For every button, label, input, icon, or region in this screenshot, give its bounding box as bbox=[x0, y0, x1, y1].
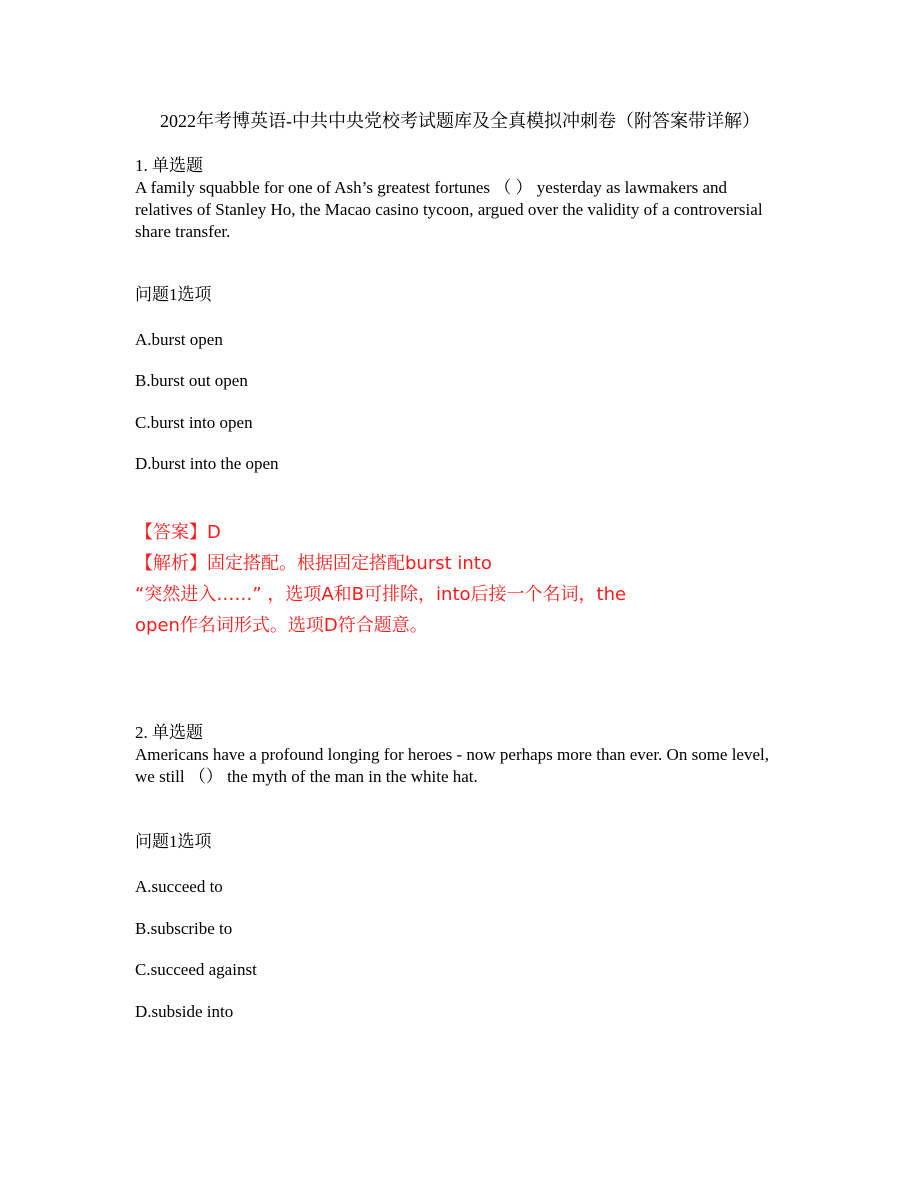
option-d: D.burst into the open bbox=[135, 454, 279, 473]
question-heading: 2. 单选题 bbox=[135, 723, 203, 742]
question-2 bbox=[135, 722, 785, 788]
question-heading: 1. 单选题 bbox=[135, 156, 203, 175]
option-d: D.subside into bbox=[135, 1002, 234, 1021]
analysis-line-1: 【解析】固定搭配。根据固定搭配burst into bbox=[135, 553, 492, 574]
option-a: A.burst open bbox=[135, 330, 223, 349]
option-b: B.subscribe to bbox=[135, 919, 233, 938]
options-label: 问题1选项 bbox=[135, 285, 212, 304]
answer-text: 【答案】D bbox=[135, 522, 221, 543]
question-text: A family squabble for one of Ash’s greatest fortunes （ ） yesterday as lawmakers and relatives of Stanley Ho, the Macao casino tycoon, argued over the validity of a controversial share transfer. bbox=[135, 178, 763, 241]
analysis-line-3: open作名词形式。选项D符合题意。 bbox=[135, 615, 428, 636]
option-c: C.succeed against bbox=[135, 960, 257, 979]
answer-analysis bbox=[135, 517, 655, 641]
option-c: C.burst into open bbox=[135, 413, 253, 432]
options-label: 问题1选项 bbox=[135, 832, 212, 851]
document-title: 2022年考博英语-中共中央党校考试题库及全真模拟冲刺卷（附答案带详解） bbox=[160, 111, 760, 131]
option-a: A.succeed to bbox=[135, 877, 223, 896]
option-b: B.burst out open bbox=[135, 371, 248, 390]
question-text: Americans have a profound longing for heroes - now perhaps more than ever. On some level, we still （） the myth of the man in the white hat. bbox=[135, 745, 769, 786]
question-1 bbox=[135, 155, 785, 243]
analysis-line-2: “突然进入……” ，选项A和B可排除，into后接一个名词，the bbox=[135, 584, 627, 605]
